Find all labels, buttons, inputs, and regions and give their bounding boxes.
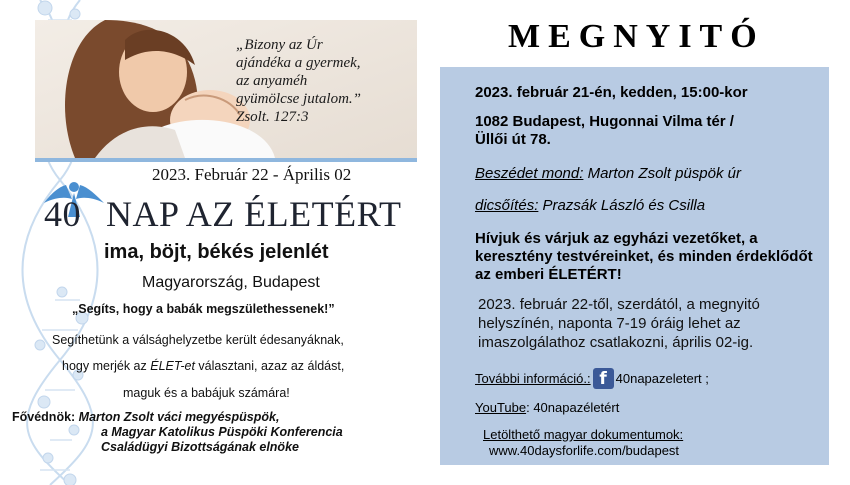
more-info-link[interactable]: További információ.: (475, 371, 591, 386)
downloads-url-link[interactable]: www.40daysforlife.com/budapest (489, 443, 680, 458)
downloads-block (483, 427, 683, 459)
patron-role-line1: a Magyar Katolikus Püspöki Konferencia (101, 425, 343, 439)
worship-label: dicsőítés: (475, 197, 539, 214)
youtube-line (475, 400, 619, 415)
photo-accent-bar (35, 158, 417, 162)
speaker-line (475, 165, 741, 182)
more-info-line (475, 368, 709, 389)
help-text-line1: Segíthetünk a válsághelyzetbe került édesanyáknak, (52, 333, 344, 347)
help-text-post: választani, azaz az áldást, (194, 359, 345, 373)
brand-text: NAP AZ ÉLETÉRT (106, 194, 402, 234)
opening-datetime: 2023. február 21-én, kedden, 15:00-kor (475, 84, 748, 101)
worship-names: Prazsák László és Csilla (538, 197, 706, 214)
help-text-pre: hogy merjék az (62, 359, 151, 373)
downloads-label: Letölthető magyar dokumentumok: (483, 427, 684, 442)
opening-address-line1: 1082 Budapest, Hugonnai Vilma tér / (475, 113, 734, 130)
facebook-handle[interactable]: 40napazeletert ; (615, 371, 709, 386)
help-text-emphasis: ÉLET-et (150, 359, 195, 373)
campaign-dates: 2023. Február 22 - Április 02 (152, 165, 352, 184)
opening-title: MEGNYITÓ (508, 18, 765, 55)
prayer-schedule-text: 2023. február 22-től, szerdától, a megnyitó helyszínén, naponta 7-19 óráig lehet az imaszolgálathoz csatlakozni, április 02-ig. (478, 296, 760, 351)
patron-block (12, 410, 343, 455)
bible-quote: „Bizony az Úr ajándéka a gyermek, az anyaméh gyümölcse jutalom.” Zsolt. 127:3 (236, 37, 361, 125)
campaign-subtitle: ima, böjt, békés jelenlét (104, 241, 329, 263)
invitation-text: Hívjuk és várjuk az egyházi vezetőket, a keresztény testvéreinket, és minden érdeklődőt az emberi ÉLETÉRT! (475, 230, 813, 283)
youtube-link[interactable]: YouTube (475, 400, 527, 415)
patron-label: Fővédnök: (12, 410, 76, 424)
patron-role-line2: Családügyi Bizottságának elnöke (101, 440, 299, 454)
facebook-icon[interactable]: f (593, 368, 614, 389)
campaign-location: Magyarország, Budapest (142, 274, 320, 291)
opening-address-line2: Üllői út 78. (475, 131, 551, 148)
campaign-slogan: „Segíts, hogy a babák megszülethessenek!” (72, 302, 335, 316)
patron-name: Marton Zsolt váci megyéspüspök, (75, 410, 280, 424)
brand-number: 40 (44, 194, 81, 234)
speaker-name: Marton Zsolt püspök úr (583, 165, 741, 182)
youtube-handle: : 40napazéletért (526, 400, 620, 415)
help-text-line2 (62, 359, 344, 373)
campaign-brand (44, 193, 401, 235)
worship-line (475, 197, 705, 214)
speaker-label: Beszédet mond: (475, 165, 584, 182)
help-text-line3: maguk és a babájuk számára! (123, 386, 290, 400)
